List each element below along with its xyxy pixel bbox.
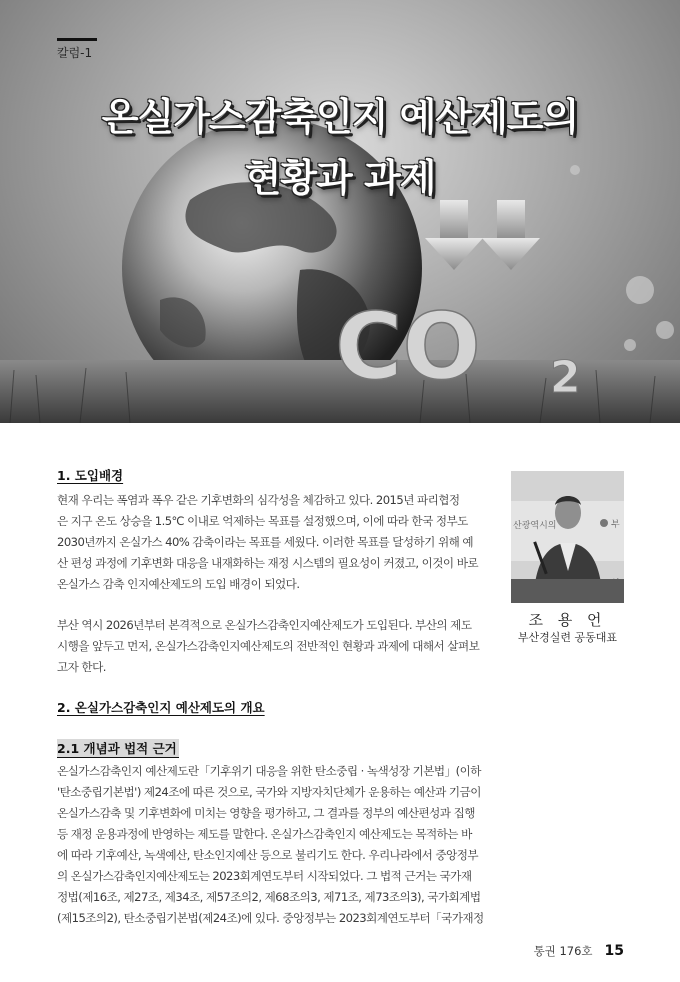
author-photo bbox=[511, 471, 624, 603]
text-line: 등 재정 운용과정에 반영하는 제도를 말한다. 온실가스감축인지 예산제도는 목적하는 바 bbox=[57, 827, 472, 841]
paragraph bbox=[57, 615, 489, 678]
text-line: 산 편성 과정에 기후변화 대응을 내재화하는 재정 시스템의 필요성이 커졌고, 이것이 바로 bbox=[57, 556, 479, 570]
hero-illustration bbox=[0, 0, 680, 423]
text-line: 은 지구 온도 상승을 1.5℃ 이내로 억제하는 목표를 설정했으며, 이에 따라 한국 정부도 bbox=[57, 514, 468, 528]
down-arrow-icon bbox=[482, 200, 540, 270]
page-number: 15 bbox=[604, 943, 624, 959]
section-heading: 2. 온실가스감축인지 예산제도의 개요 bbox=[57, 700, 265, 715]
subsection-heading: 2.1 개념과 법적 근거 bbox=[57, 741, 177, 756]
text-line: 시행을 앞두고 먼저, 온실가스감축인지예산제도의 전반적인 현황과 과제에 대해서 살펴보 bbox=[57, 639, 480, 653]
text-line: 고자 한다. bbox=[57, 660, 106, 674]
author-role: 부산경실련 공동대표 bbox=[517, 631, 618, 644]
section-heading: 1. 도입배경 bbox=[57, 468, 124, 483]
column-label: 칼럼-1 bbox=[57, 46, 93, 60]
text-line: 2030년까지 온실가스 40% 감축이라는 목표를 세웠다. 이러한 목표를 달성하기 위해 예 bbox=[57, 535, 474, 549]
text-line: (제15조의2), 탄소중립기본법(제24조)에 있다. 중앙정부는 2023회계연도부터「국가재정 bbox=[57, 911, 484, 925]
paragraph bbox=[57, 761, 489, 929]
text-line: 온실가스감축 및 기후변화에 미치는 영향을 평가하고, 그 결과를 정부의 예산편성과 집행 bbox=[57, 806, 475, 820]
issue-number: 통권 176호 bbox=[533, 944, 593, 958]
text-line: 현재 우리는 폭염과 폭우 같은 기후변화의 심각성을 체감하고 있다. 2015년 파리협정 bbox=[57, 493, 460, 507]
author-name: 조 용 언 bbox=[528, 611, 607, 629]
text-line: 온실가스 감축 인지예산제도의 도입 배경이 되었다. bbox=[57, 577, 300, 591]
text-line: '탄소중립기본법') 제24조에 따른 것으로, 국가와 지방자치단체가 운용하는 예산과 기금이 bbox=[57, 785, 481, 799]
text-line: 정법(제16조, 제27조, 제34조, 제57조의2, 제68조의3, 제71조, 제73조의3), 국가회계법 bbox=[57, 890, 481, 904]
page-title-line1: 온실가스감축인지 예산제도의 bbox=[101, 95, 579, 139]
co2-subscript: 2 bbox=[550, 352, 581, 403]
text-line: 온실가스감축인지 예산제도란「기후위기 대응을 위한 탄소중립 · 녹색성장 기본법」(이하 bbox=[57, 764, 481, 778]
hero-banner bbox=[0, 0, 680, 423]
page-footer bbox=[534, 943, 624, 959]
text-line: 에 따라 기후예산, 녹색예산, 탄소인지예산 등으로 불리기도 한다. 우리나라에서 중앙정부 bbox=[57, 848, 479, 862]
paragraph bbox=[57, 490, 489, 595]
article-body bbox=[57, 466, 489, 949]
co2-text: CO bbox=[335, 293, 481, 400]
column-tag-bar bbox=[57, 38, 97, 41]
backdrop-text: 산광역시의 bbox=[513, 521, 557, 531]
text-line: 의 온실가스감축인지예산제도는 2023회계연도부터 시작되었다. 그 법적 근거는 국가재 bbox=[57, 869, 472, 883]
down-arrow-icon bbox=[425, 200, 483, 270]
text-line: 부산 역시 2026년부터 본격적으로 온실가스감축인지예산제도가 도입된다. 부산의 제도 bbox=[57, 618, 472, 632]
page-title-line2: 현황과 과제 bbox=[244, 156, 436, 200]
backdrop-text: 부 bbox=[611, 520, 620, 530]
